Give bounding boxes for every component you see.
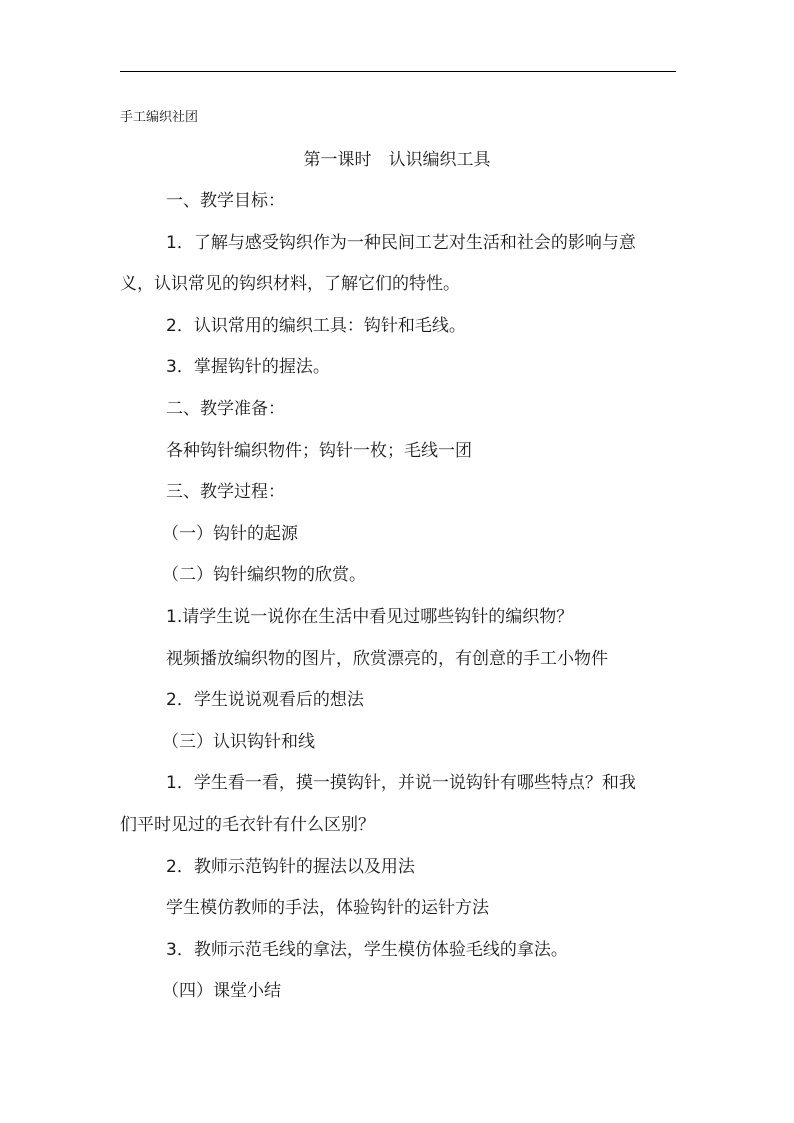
process-step-3-item-1-line-1: 1．学生看一看，摸一摸钩针，并说一说钩针有哪些特点？和我 [166,773,636,793]
preparation-materials: 各种钩针编织物件；钩针一枚；毛线一团 [166,441,472,461]
club-name-header: 手工编织社团 [120,110,199,125]
process-step-2-item-2: 2．学生说说观看后的想法 [166,690,364,710]
section-heading-objectives: 一、教学目标： [166,191,285,211]
process-step-3-item-1-line-2: 们平时见过的毛衣针有什么区别？ [120,815,375,835]
process-step-2-item-1: 1.请学生说一说你在生活中看见过哪些钩针的编织物？ [166,607,574,627]
header-rule [120,71,676,72]
section-heading-preparation: 二、教学准备： [166,399,285,419]
process-step-3-item-2: 2．教师示范钩针的握法以及用法 [166,857,415,877]
objective-1-line-1: 1．了解与感受钩织作为一种民间工艺对生活和社会的影响与意 [166,233,636,253]
process-step-2-video: 视频播放编织物的图片，欣赏漂亮的，有创意的手工小物件 [166,649,608,669]
process-step-3: （三）认识钩针和线 [162,732,315,752]
objective-2: 2．认识常用的编织工具：钩针和毛线。 [166,316,466,336]
objective-3: 3．掌握钩针的握法。 [166,357,330,377]
process-step-1: （一）钩针的起源 [162,524,298,544]
objective-1-line-2: 义，认识常见的钩织材料，了解它们的特性。 [120,274,460,294]
process-step-3-item-3: 3．教师示范毛线的拿法，学生模仿体验毛线的拿法。 [166,940,568,960]
lesson-title: 第一课时 认识编织工具 [303,150,491,170]
process-step-3-practice: 学生模仿教师的手法，体验钩针的运针方法 [166,898,489,918]
process-step-4: （四）课堂小结 [162,981,281,1001]
section-heading-process: 三、教学过程： [166,482,285,502]
process-step-2: （二）钩针编织物的欣赏。 [162,565,366,585]
